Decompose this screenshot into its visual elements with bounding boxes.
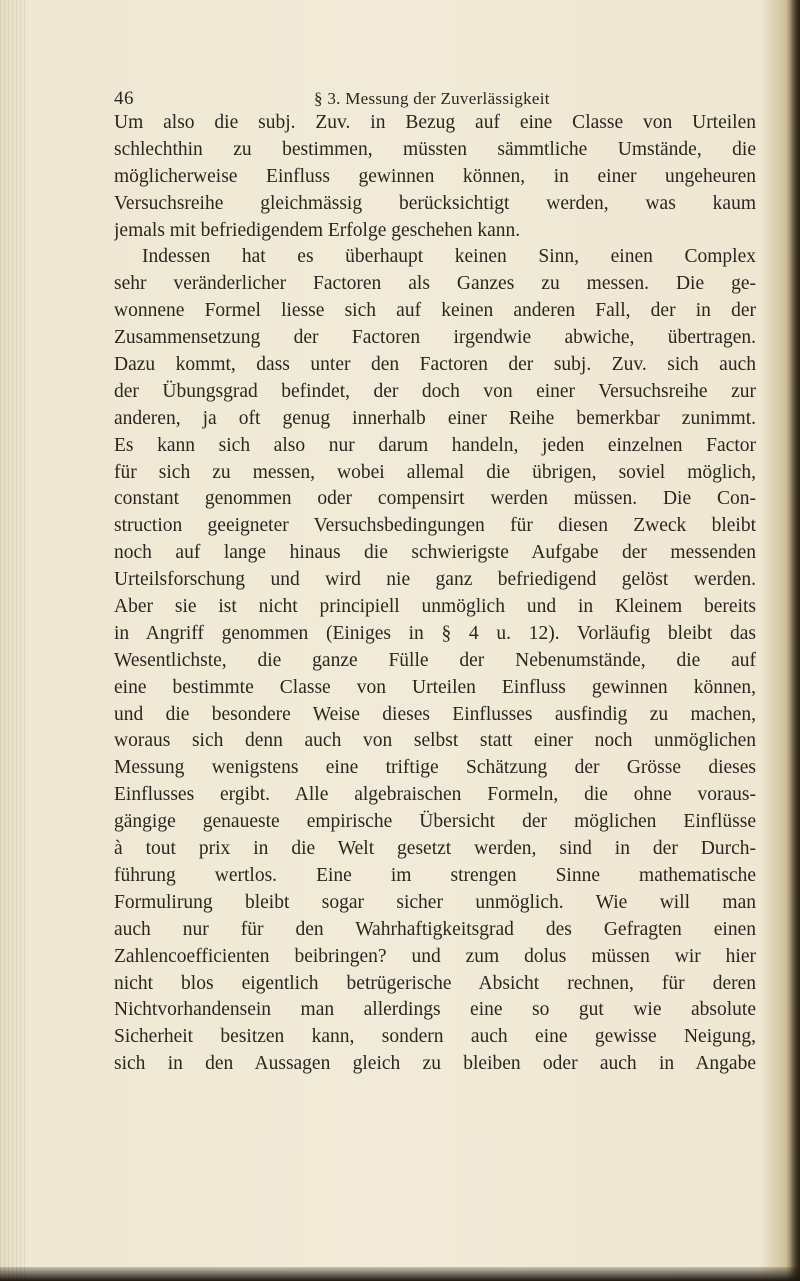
text-line: möglicherweise Einfluss gewinnen können, in einer ungeheuren: [114, 165, 756, 187]
text-line: Einflusses ergibt. Alle algebraischen Formeln, die ohne voraus-: [114, 784, 756, 806]
text-line: à tout prix in die Welt gesetzt werden, sind in der Durch-: [114, 838, 756, 860]
text-line: Nichtvorhandensein man allerdings eine so gut wie absolute: [114, 999, 756, 1021]
text-line: sehr veränderlicher Factoren als Ganzes zu messen. Die ge-: [114, 273, 756, 295]
text-line: Zusammensetzung der Factoren irgendwie abwiche, übertragen.: [114, 327, 756, 349]
text-line: Messung wenigstens eine triftige Schätzung der Grösse dieses: [114, 757, 756, 779]
text-line: Aber sie ist nicht principiell unmöglich und in Kleinem bereits: [114, 596, 756, 618]
text-line: auch nur für den Wahrhaftigkeitsgrad des Gefragten einen: [114, 918, 756, 940]
text-line: Versuchsreihe gleichmässig berücksichtigt werden, was kaum: [114, 192, 756, 214]
text-line: Formulirung bleibt sogar sicher unmöglich. Wie will man: [114, 891, 756, 913]
text-line: Dazu kommt, dass unter den Factoren der subj. Zuv. sich auch: [114, 354, 756, 376]
text-line: Es kann sich also nur darum handeln, jeden einzelnen Factor: [114, 434, 756, 456]
text-line: Indessen hat es überhaupt keinen Sinn, einen Complex: [142, 246, 756, 268]
text-line: woraus sich denn auch von selbst statt einer noch unmöglichen: [114, 730, 756, 752]
text-line: eine bestimmte Classe von Urteilen Einfluss gewinnen können,: [114, 676, 756, 698]
page-bottom-edge: [0, 1267, 800, 1281]
text-line: gängige genaueste empirische Übersicht der möglichen Einflüsse: [114, 811, 756, 833]
body-text: [114, 110, 756, 1078]
text-line: anderen, ja oft genug innerhalb einer Reihe bemerkbar zunimmt.: [114, 407, 756, 429]
page-gutter: [0, 0, 26, 1281]
text-line: struction geeigneter Versuchsbedingungen für diesen Zweck bleibt: [114, 515, 756, 537]
text-line: und die besondere Weise dieses Einflusses ausfindig zu machen,: [114, 703, 756, 725]
text-line: wonnene Formel liesse sich auf keinen anderen Fall, der in der: [114, 300, 756, 322]
text-line: Sicherheit besitzen kann, sondern auch eine gewisse Neigung,: [114, 1026, 756, 1048]
text-line: noch auf lange hinaus die schwierigste Aufgabe der messenden: [114, 542, 756, 564]
text-line: Urteilsforschung und wird nie ganz befriedigend gelöst werden.: [114, 569, 756, 591]
running-head: § 3. Messung der Zuverlässigkeit: [314, 89, 550, 108]
page-number: 46: [114, 88, 134, 109]
text-line: schlechthin zu bestimmen, müssten sämmtliche Umstände, die: [114, 138, 756, 160]
text-line: in Angriff genommen (Einiges in § 4 u. 12). Vorläufig bleibt das: [114, 622, 756, 644]
text-line: für sich zu messen, wobei allemal die übrigen, soviel möglich,: [114, 461, 756, 483]
text-line: jemals mit befriedigendem Erfolge geschehen kann.: [114, 219, 521, 241]
text-line: führung wertlos. Eine im strengen Sinne mathematische: [114, 864, 756, 886]
text-line: der Übungsgrad befindet, der doch von einer Versuchsreihe zur: [114, 380, 756, 402]
page-right-edge: [786, 0, 800, 1281]
text-line: Wesentlichste, die ganze Fülle der Nebenumstände, die auf: [114, 649, 756, 671]
text-line: sich in den Aussagen gleich zu bleiben oder auch in Angabe: [114, 1053, 756, 1075]
text-line: nicht blos eigentlich betrügerische Absicht rechnen, für deren: [114, 972, 756, 994]
text-line: Um also die subj. Zuv. in Bezug auf eine Classe von Urteilen: [114, 112, 756, 133]
text-line: Zahlencoefficienten beibringen? und zum dolus müssen wir hier: [114, 945, 756, 967]
text-line: constant genommen oder compensirt werden müssen. Die Con-: [114, 488, 756, 510]
